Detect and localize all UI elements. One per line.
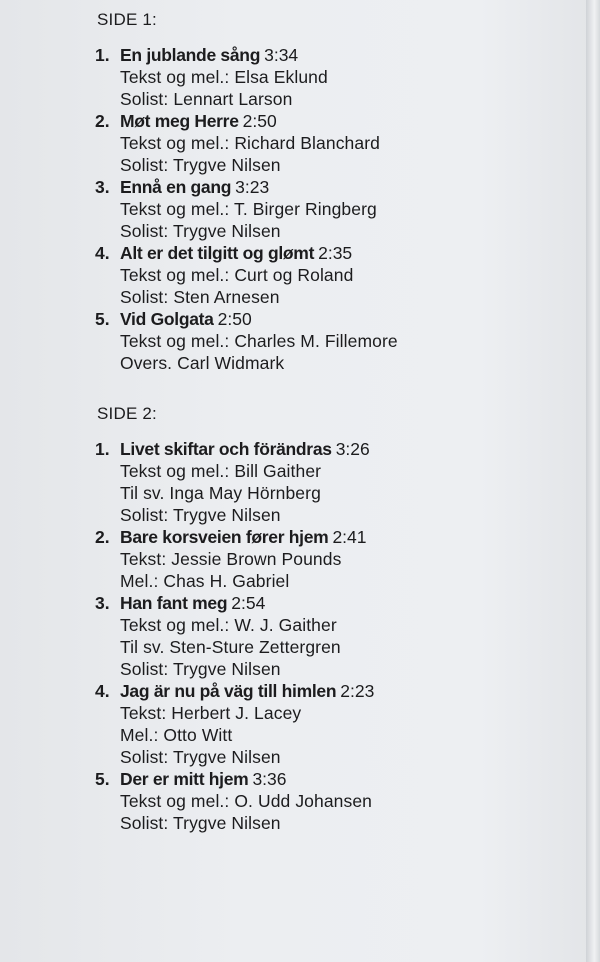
track-item: [95, 438, 565, 526]
track-title-line: [95, 176, 565, 198]
track-item: [95, 242, 565, 308]
track-number: 2.: [95, 527, 110, 547]
track-number: 5.: [95, 309, 110, 329]
track-number: 4.: [95, 243, 110, 263]
track-number: 2.: [95, 111, 110, 131]
track-title-line: [95, 526, 565, 548]
track-duration: 3:36: [252, 769, 287, 789]
track-credit: Solist: Trygve Nilsen: [120, 813, 281, 833]
track-duration: 2:35: [318, 243, 353, 263]
track-credit: Tekst og mel.: Bill Gaither: [120, 461, 322, 481]
track-title-line: [95, 592, 565, 614]
track-item: [95, 592, 565, 680]
track-title: Ennå en gang: [120, 177, 232, 197]
track-title: En jublande sång: [120, 45, 261, 65]
track-title-line: [95, 242, 565, 264]
track-credit: Solist: Trygve Nilsen: [120, 155, 281, 175]
track-credit: Solist: Trygve Nilsen: [120, 505, 281, 525]
track-duration: 2:50: [217, 309, 252, 329]
side-1-tracklist: [95, 44, 565, 374]
track-number: 3.: [95, 593, 110, 613]
track-duration: 2:23: [340, 681, 375, 701]
track-title-line: [95, 308, 565, 330]
side-1-heading: SIDE 1:: [97, 10, 157, 29]
track-title-line: [95, 768, 565, 790]
track-credit: Tekst og mel.: O. Udd Johansen: [120, 791, 373, 811]
track-credit: Solist: Trygve Nilsen: [120, 221, 281, 241]
track-number: 5.: [95, 769, 110, 789]
track-number: 3.: [95, 177, 110, 197]
track-duration: 2:54: [231, 593, 266, 613]
track-item: [95, 176, 565, 242]
track-title: Alt er det tilgitt og glømt: [120, 243, 315, 263]
track-credit: Solist: Trygve Nilsen: [120, 747, 281, 767]
track-title-line: [95, 680, 565, 702]
track-duration: 3:34: [264, 45, 299, 65]
track-number: 1.: [95, 439, 110, 459]
track-credit: Mel.: Chas H. Gabriel: [120, 571, 290, 591]
track-credit: Tekst og mel.: W. J. Gaither: [120, 615, 337, 635]
track-credit: Tekst: Herbert J. Lacey: [120, 703, 302, 723]
track-duration: 2:41: [332, 527, 367, 547]
track-credit: Til sv. Sten-Sture Zettergren: [120, 637, 341, 657]
track-item: [95, 44, 565, 110]
track-credit: Solist: Sten Arnesen: [120, 287, 280, 307]
track-credit: Tekst og mel.: Richard Blanchard: [120, 133, 380, 153]
track-duration: 3:26: [335, 439, 370, 459]
track-title: Bare korsveien fører hjem: [120, 527, 329, 547]
track-title: Jag är nu på väg till himlen: [120, 681, 337, 701]
track-item: [95, 308, 565, 374]
page-edge: [586, 0, 600, 962]
track-credit: Tekst: Jessie Brown Pounds: [120, 549, 342, 569]
track-title: Vid Golgata: [120, 309, 214, 329]
track-title: Han fant meg: [120, 593, 228, 613]
track-item: [95, 526, 565, 592]
track-duration: 3:23: [235, 177, 270, 197]
track-item: [95, 768, 565, 834]
track-title-line: [95, 44, 565, 66]
track-number: 4.: [95, 681, 110, 701]
track-credit: Overs. Carl Widmark: [120, 353, 285, 373]
track-credit: Tekst og mel.: Elsa Eklund: [120, 67, 328, 87]
track-title: Møt meg Herre: [120, 111, 239, 131]
track-credit: Tekst og mel.: Charles M. Fillemore: [120, 331, 398, 351]
track-item: [95, 680, 565, 768]
track-credit: Til sv. Inga May Hörnberg: [120, 483, 321, 503]
track-title: Der er mitt hjem: [120, 769, 249, 789]
side-2-tracklist: [95, 438, 565, 834]
track-credit: Solist: Lennart Larson: [120, 89, 293, 109]
track-title: Livet skiftar och förändras: [120, 439, 332, 459]
track-duration: 2:50: [242, 111, 277, 131]
track-item: [95, 110, 565, 176]
track-credit: Mel.: Otto Witt: [120, 725, 233, 745]
track-credit: Tekst og mel.: Curt og Roland: [120, 265, 354, 285]
track-credit: Tekst og mel.: T. Birger Ringberg: [120, 199, 377, 219]
track-title-line: [95, 110, 565, 132]
track-title-line: [95, 438, 565, 460]
track-credit: Solist: Trygve Nilsen: [120, 659, 281, 679]
track-number: 1.: [95, 45, 110, 65]
side-2-heading: SIDE 2:: [97, 404, 157, 423]
